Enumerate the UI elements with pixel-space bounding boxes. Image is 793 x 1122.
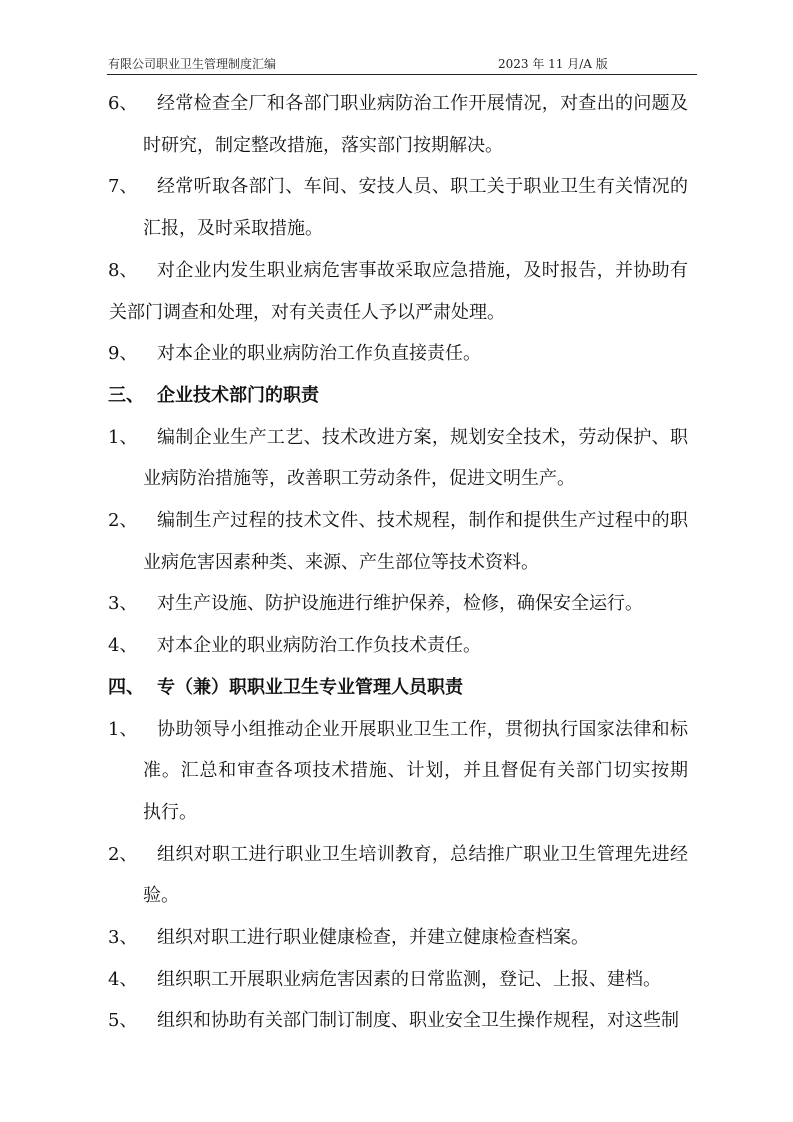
item-number: 4、	[108, 635, 138, 656]
item-text-line: 关部门调查和处理，对有关责任人予以严肃处理。	[109, 302, 505, 323]
item-number: 7、	[108, 176, 138, 197]
item-number: 1、	[108, 427, 138, 448]
item-number: 3、	[108, 927, 138, 948]
section-number: 三、	[108, 385, 144, 406]
item-text-line: 组织和协助有关部门制订制度、职业安全卫生操作规程，对这些制	[157, 1010, 679, 1031]
item-text-line: 准。汇总和审查各项技术措施、计划，并且督促有关部门切实按期	[143, 760, 688, 781]
item-number: 2、	[108, 844, 138, 865]
item-text-line: 编制生产过程的技术文件、技术规程，制作和提供生产过程中的职	[157, 510, 688, 531]
item-text-line: 对本企业的职业病防治工作负直接责任。	[157, 343, 481, 364]
item-text-line: 汇报，及时采取措施。	[143, 218, 323, 239]
item-number: 9、	[108, 343, 138, 364]
item-text-line: 对本企业的职业病防治工作负技术责任。	[157, 635, 481, 656]
item-text-line: 组织对职工进行职业健康检查，并建立健康检查档案。	[157, 927, 589, 948]
section-heading: 专（兼）职职业卫生专业管理人员职责	[157, 677, 463, 698]
section-heading: 企业技术部门的职责	[157, 385, 319, 406]
item-text-line: 组织职工开展职业病危害因素的日常监测，登记、上报、建档。	[157, 969, 661, 990]
item-text-line: 经常听取各部门、车间、安技人员、职工关于职业卫生有关情况的	[157, 176, 688, 197]
item-number: 4、	[108, 969, 138, 990]
item-text-line: 对企业内发生职业病危害事故采取应急措施，及时报告，并协助有	[157, 260, 688, 281]
item-text-line: 编制企业生产工艺、技术改进方案，规划安全技术，劳动保护、职	[157, 427, 688, 448]
item-text-line: 业病防治措施等，改善职工劳动条件，促进文明生产。	[143, 468, 575, 489]
item-text-line: 执行。	[143, 802, 197, 823]
item-text-line: 经常检查全厂和各部门职业病防治工作开展情况，对查出的问题及	[157, 93, 688, 114]
item-text-line: 时研究，制定整改措施，落实部门按期解决。	[143, 135, 503, 156]
item-text-line: 对生产设施、防护设施进行维护保养，检修，确保安全运行。	[157, 593, 643, 614]
section-number: 四、	[108, 677, 144, 698]
header-title: 有限公司职业卫生管理制度汇编	[108, 57, 277, 71]
item-number: 1、	[108, 719, 138, 740]
item-number: 2、	[108, 510, 138, 531]
item-number: 6、	[108, 93, 138, 114]
item-number: 5、	[108, 1010, 138, 1031]
item-text-line: 协助领导小组推动企业开展职业卫生工作，贯彻执行国家法律和标	[157, 719, 688, 740]
item-number: 3、	[108, 593, 138, 614]
item-number: 8、	[108, 260, 138, 281]
item-text-line: 验。	[143, 885, 179, 906]
header-rule	[107, 74, 697, 75]
item-text-line: 组织对职工进行职业卫生培训教育，总结推广职业卫生管理先进经	[157, 844, 688, 865]
item-text-line: 业病危害因素种类、来源、产生部位等技术资料。	[143, 552, 539, 573]
header-version: 2023 年 11 月/A 版	[498, 57, 608, 71]
